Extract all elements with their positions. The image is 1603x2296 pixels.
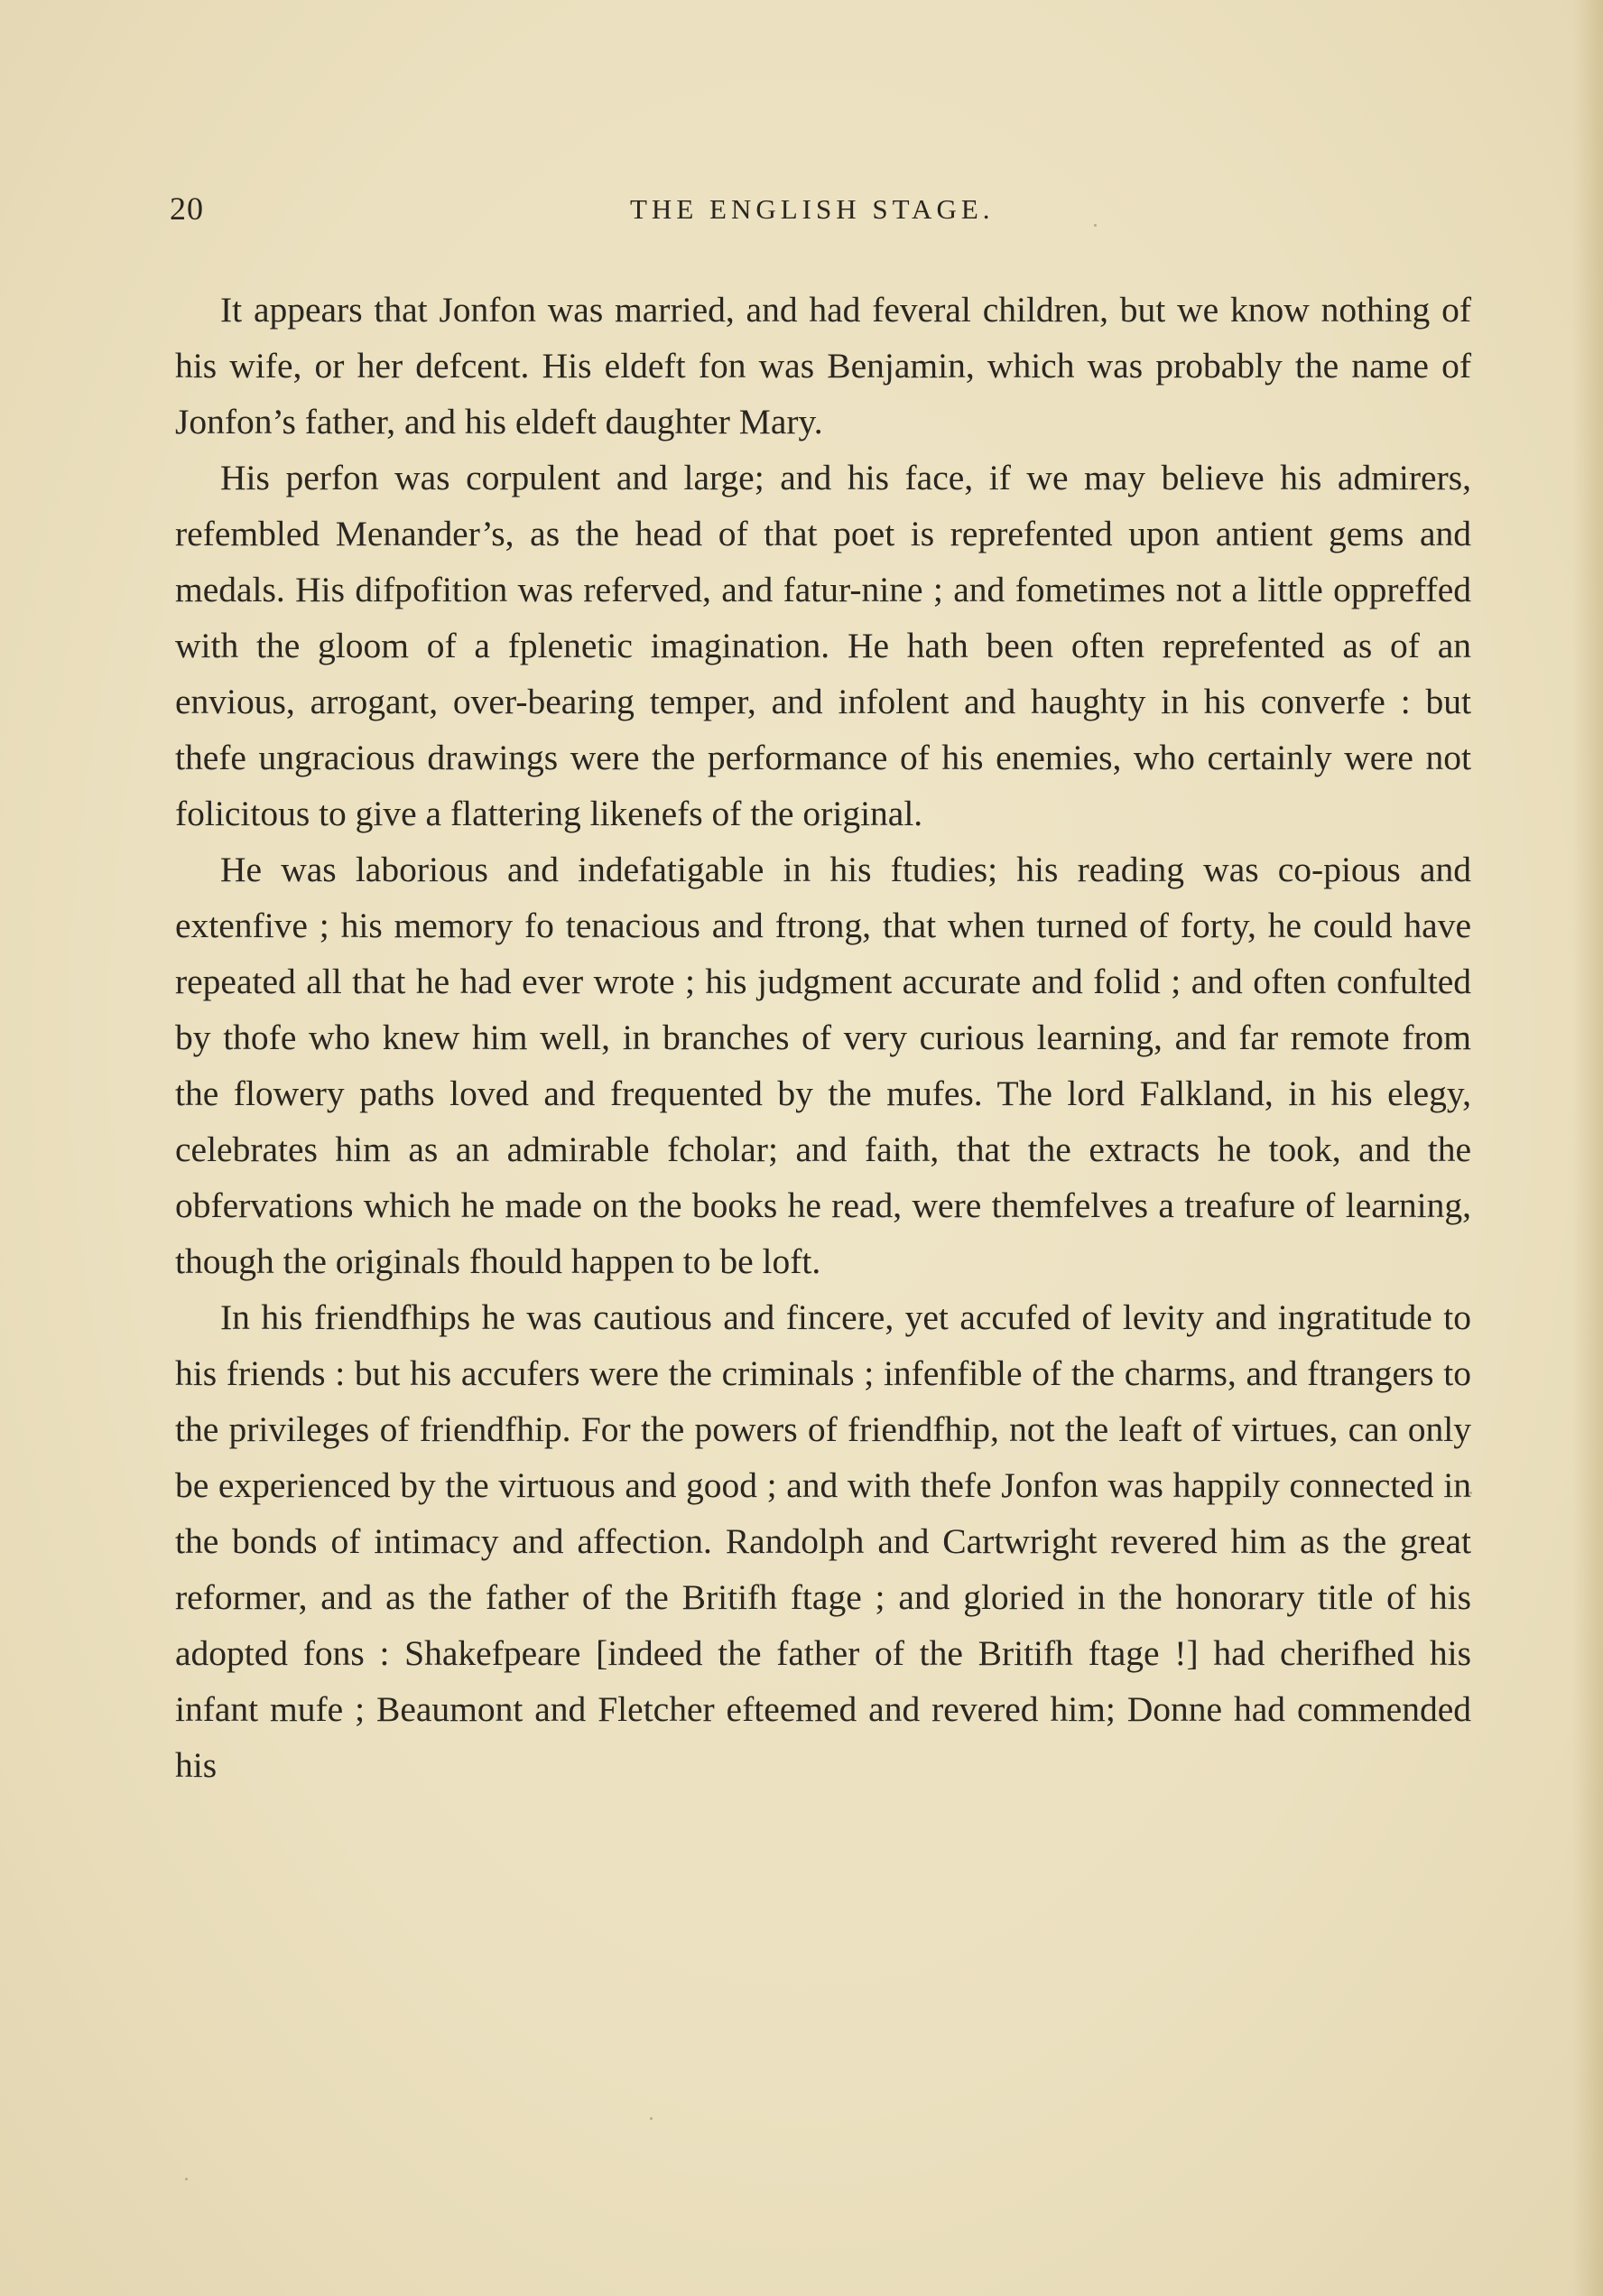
page-header (170, 190, 1469, 235)
paragraph: It appears that Jonfon was married, and had feveral children, but we know nothing of his wife, or her defcent. His eldeft fon was Benjamin, which was probably the name of Jonfon’s father, and his eldeft daughter Mary. (175, 290, 1471, 442)
body-text (175, 282, 1471, 1793)
running-title: THE ENGLISH STAGE. (630, 193, 995, 225)
paper-speck (185, 2178, 188, 2180)
paragraph: His perfon was corpulent and large; and his face, if we may believe his admirers, refembled Menander’s, as the head of that poet is reprefented upon antient gems and medals. His difpofition was referved, and fatur-nine ; and fometimes not a little oppreffed with the gloom of a fplenetic imagination. He hath been often reprefented as of an envious, arrogant, over-bearing temper, and infolent and haughty in his converfe : but thefe ungracious drawings were the performance of his enemies, who certainly were not folicitous to give a flattering likenefs of the original. (175, 458, 1471, 833)
paragraph: In his friendfhips he was cautious and fincere, yet accufed of levity and ingratitude to his friends : but his accufers were the criminals ; infenfible of the charms, and ftrangers to the privileges of friendfhip. For the powers of friendfhip, not the leaft of virtues, can only be experienced by the virtuous and good ; and with thefe Jonfon was happily connected in the bonds of intimacy and affection. Randolph and Cartwright revered him as the great reformer, and as the father of the Britifh ftage ; and gloried in the honorary title of his adopted fons : Shakefpeare [indeed the father of the Britifh ftage !] had cherifhed his infant mufe ; Beaumont and Fletcher efteemed and revered him; Donne had commended his (175, 1297, 1471, 1785)
paragraph: He was laborious and indefatigable in his ftudies; his reading was co-pious and extenfive ; his memory fo tenacious and ftrong, that when turned of forty, he could have repeated all that he had ever wrote ; his judgment accurate and folid ; and often confulted by thofe who knew him well, in branches of very curious learning, and far remote from the flowery paths loved and frequented by the mufes. The lord Falkland, in his elegy, celebrates him as an admirable fcholar; and faith, that the extracts he took, and the obfervations which he made on the books he read, were themfelves a treafure of learning, though the originals fhould happen to be loft. (175, 850, 1471, 1281)
page-number: 20 (170, 191, 204, 227)
paper-speck (650, 2117, 653, 2120)
page-edge-shadow (1572, 0, 1603, 2296)
